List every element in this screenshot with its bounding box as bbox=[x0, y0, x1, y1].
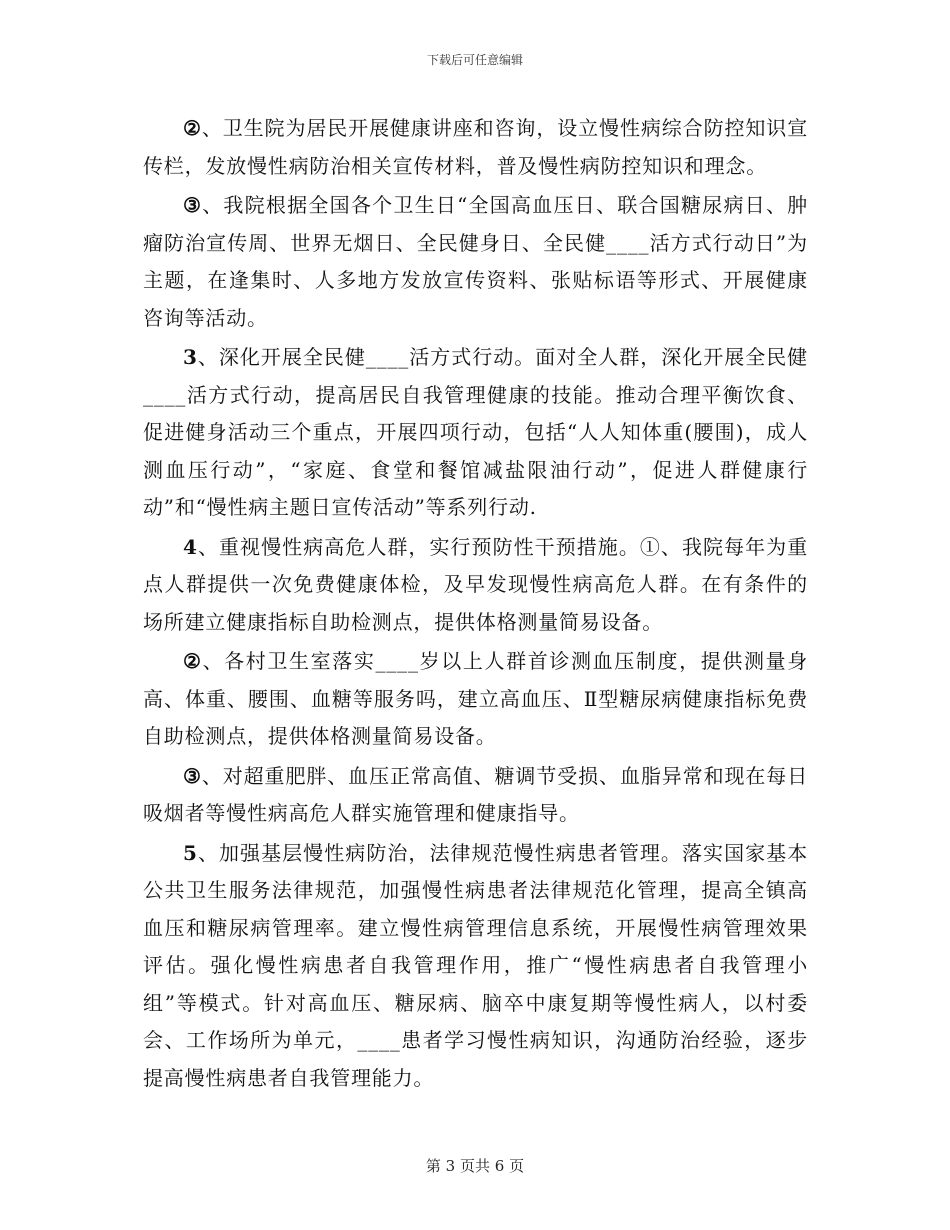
document-body bbox=[143, 110, 808, 1099]
paragraph-text: 、卫生院为居民开展健康讲座和咨询，设立慢性病综合防控知识宣传栏，发放慢性病防治相关宣传材料，普及慢性病防控知识和理念。 bbox=[143, 116, 808, 178]
paragraph-marker: ③ bbox=[183, 763, 202, 788]
paragraph-marker: 3 bbox=[183, 345, 198, 369]
paragraph bbox=[143, 187, 808, 337]
paragraph-marker: ② bbox=[183, 649, 203, 673]
paragraph-marker: 5 bbox=[183, 840, 198, 865]
paragraph bbox=[143, 110, 808, 185]
paragraph-text: 、对超重肥胖、血压正常高值、糖调节受损、血脂异常和现在每日吸烟者等慢性病高危人群实施管理和健康指导。 bbox=[143, 763, 808, 825]
page-number: 第 3 页共 6 页 bbox=[425, 1157, 525, 1175]
paragraph-text: 、重视慢性病高危人群，实行预防性干预措施。①、我院每年为重点人群提供一次免费健康体检，及早发现慢性病高危人群。在有条件的场所建立健康指标自助检测点，提供体格测量简易设备。 bbox=[143, 534, 808, 634]
paragraph-marker: ③ bbox=[183, 193, 203, 217]
paragraph-marker: 4 bbox=[183, 534, 198, 559]
paragraph bbox=[143, 758, 808, 833]
paragraph bbox=[143, 339, 808, 527]
paragraph-text: 、加强基层慢性病防治，法律规范慢性病患者管理。落实国家基本公共卫生服务法律规范，加强慢性病患者法律规范化管理，提高全镇高血压和糖尿病管理率。建立慢性病管理信息系统，开展慢性病管理效果评估。强化慢性病患者自我管理作用，推广“慢性病患者自我管理小组”等模式。针对高血压、糖尿病、脑卒中康复期等慢性病人，以村委会、工作场所为单元，____患者学习慢性病知识，沟通防治经验，逐步提高慢性病患者自我管理能力。 bbox=[143, 840, 808, 1090]
paragraph-text: 、我院根据全国各个卫生日“全国高血压日、联合国糖尿病日、肿瘤防治宣传周、世界无烟日、全民健身日、全民健____活方式行动日”为主题，在逢集时、人多地方发放宣传资料、张贴标语等形式、开展健康咨询等活动。 bbox=[143, 193, 808, 330]
header-note: 下载后可任意编辑 bbox=[426, 53, 523, 67]
paragraph-text: 、深化开展全民健____活方式行动。面对全人群，深化开展全民健____活方式行动，提高居民自我管理健康的技能。推动合理平衡饮食、促进健身活动三个重点，开展四项行动，包括“人人知体重(腰围)，成人测血压行动”，“家庭、食堂和餐馆减盐限油行动”，促进人群健康行动”和“慢性病主题日宣传活动”等系列行动. bbox=[143, 345, 808, 519]
paragraph bbox=[143, 835, 808, 1098]
paragraph-marker: ② bbox=[183, 116, 202, 140]
paragraph-text: 、各村卫生室落实____岁以上人群首诊测血压制度，提供测量身高、体重、腰围、血糖等服务吗，建立高血压、Ⅱ型糖尿病健康指标免费自助检测点，提供体格测量简易设备。 bbox=[143, 649, 809, 748]
paragraph bbox=[143, 529, 808, 642]
paragraph bbox=[143, 643, 808, 756]
